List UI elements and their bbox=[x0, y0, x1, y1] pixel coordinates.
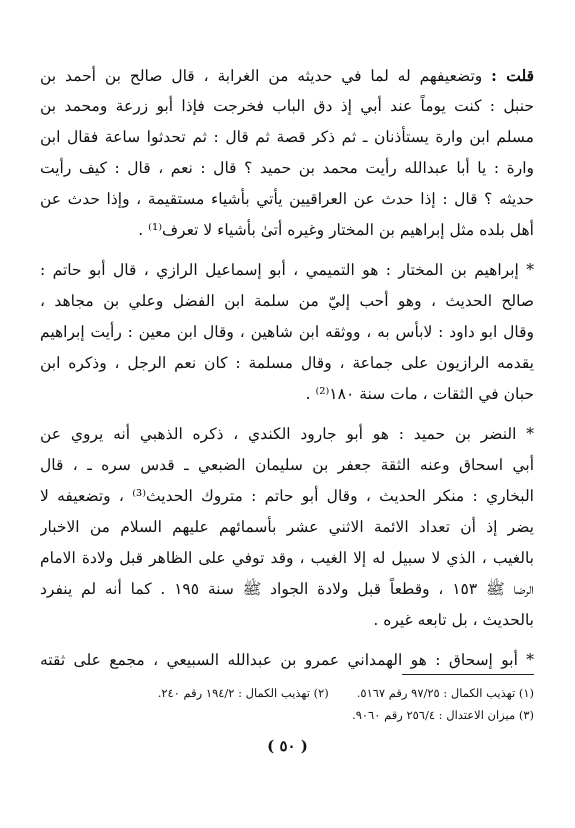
footnote-1: (١) تهذيب الكمال : ٩٧/٢٥ رقم ٥١٦٧. bbox=[356, 686, 534, 700]
footnote-2: (٢) تهذيب الكمال : ١٩٤/٢ رقم ٢٤٠. bbox=[157, 686, 329, 700]
paragraph-line: أهل بلده مثل إبراهيم بن المختار وغيره أتىٰ بأشياء لا تعرف⁽¹⁾ . bbox=[138, 221, 534, 239]
line-text: وتضعيفهم له لما في حديثه من الغرابة ، قال صالح بن أحمد بن bbox=[40, 67, 483, 85]
paragraph-line: وارة : يا أبا عبدالله رأيت محمد بن حميد ؟ قال : نعم ، قال : كيف رأيت bbox=[40, 159, 534, 177]
paragraph-line: مسلم ابن وارة يستأذنان ـ ثم ذكر قصة ثم قال : ثم تحدثوا ساعة فقال ابن bbox=[40, 128, 534, 146]
paragraph-line: صالح الحديث ، وهو أحب إليّ من سلمة ابن الفضل وعلي بن مجاهد ، bbox=[40, 292, 534, 310]
paragraph-line: أبي اسحاق وعنه الثقة جعفر بن سليمان الضبعي ـ قدس سره ـ ، قال bbox=[40, 456, 534, 474]
footnote-row bbox=[40, 704, 534, 726]
paragraph-gap bbox=[40, 410, 534, 419]
paragraph-line: حديثه ؟ قال : إذا حدث عن العراقيين يأتي بأشياء مستقيمة ، وإذا حدث عن bbox=[40, 190, 534, 208]
qultu-lead: قلت : bbox=[491, 66, 534, 85]
main-text bbox=[40, 60, 534, 676]
paragraph-gap bbox=[40, 246, 534, 255]
footnotes bbox=[40, 682, 534, 726]
paragraph-line: حبان في الثقات ، مات سنة ١٨٠⁽²⁾ . bbox=[305, 385, 534, 403]
paragraph-line: * النضر بن حميد : هو أبو جارود الكندي ، ذكره الذهبي أنه يروي عن bbox=[40, 425, 534, 443]
paragraph-line: بالحديث ، بل تابعه غيره . bbox=[373, 611, 534, 629]
paragraph-line: يقدمه الرازيون على جماعة ، وقال مسلمة : كان نعم الرجل ، وذكره ابن bbox=[40, 354, 534, 372]
paragraph-line: الرضا ﷺ ١٥٣ ، وقطعاً قبل ولادة الجواد ﷺ سنة ١٩٥ . كما أنه لم ينفرد bbox=[40, 580, 534, 598]
footnote-separator bbox=[402, 674, 534, 675]
paragraph-line: * إبراهيم بن المختار : هو التميمي ، أبو إسماعيل الرازي ، قال أبو حاتم : bbox=[40, 261, 534, 279]
paragraph-line: بالغيب ، الذي لا سبيل له إلا الغيب ، وقد توفي على الظاهر قبل ولادة الامام bbox=[40, 549, 534, 567]
paragraph-line: حنبل : كنت يوماً عند أبي إذ دق الباب فخرجت فإذا أبو زرعة ومحمد بن bbox=[40, 97, 534, 115]
paragraph-line: وقال ابو داود : لابأس به ، ووثقه ابن شاهين ، وقال ابن معين : رأيت إبراهيم bbox=[40, 323, 534, 341]
paragraph-line: يضر إذ أن تعداد الائمة الاثني عشر بأسمائهم عليهم السلام من الاخبار bbox=[40, 518, 534, 536]
paragraph-line: البخاري : منكر الحديث ، وقال أبو حاتم : متروك الحديث⁽³⁾ ، وتضعيفه لا bbox=[40, 487, 534, 505]
footnote-row bbox=[40, 682, 534, 704]
footnote-3: (٣) ميزان الاعتدال : ٢٥٦/٤ رقم ٩٠٦٠. bbox=[352, 708, 534, 722]
paragraph-line: * أبو إسحاق : هو الهمداني عمرو بن عبدالله السبيعي ، مجمع على ثقته bbox=[40, 651, 534, 669]
paragraph-gap bbox=[40, 636, 534, 645]
paragraph-line bbox=[40, 60, 534, 91]
page-number: ( ٥٠ ) bbox=[267, 737, 308, 755]
